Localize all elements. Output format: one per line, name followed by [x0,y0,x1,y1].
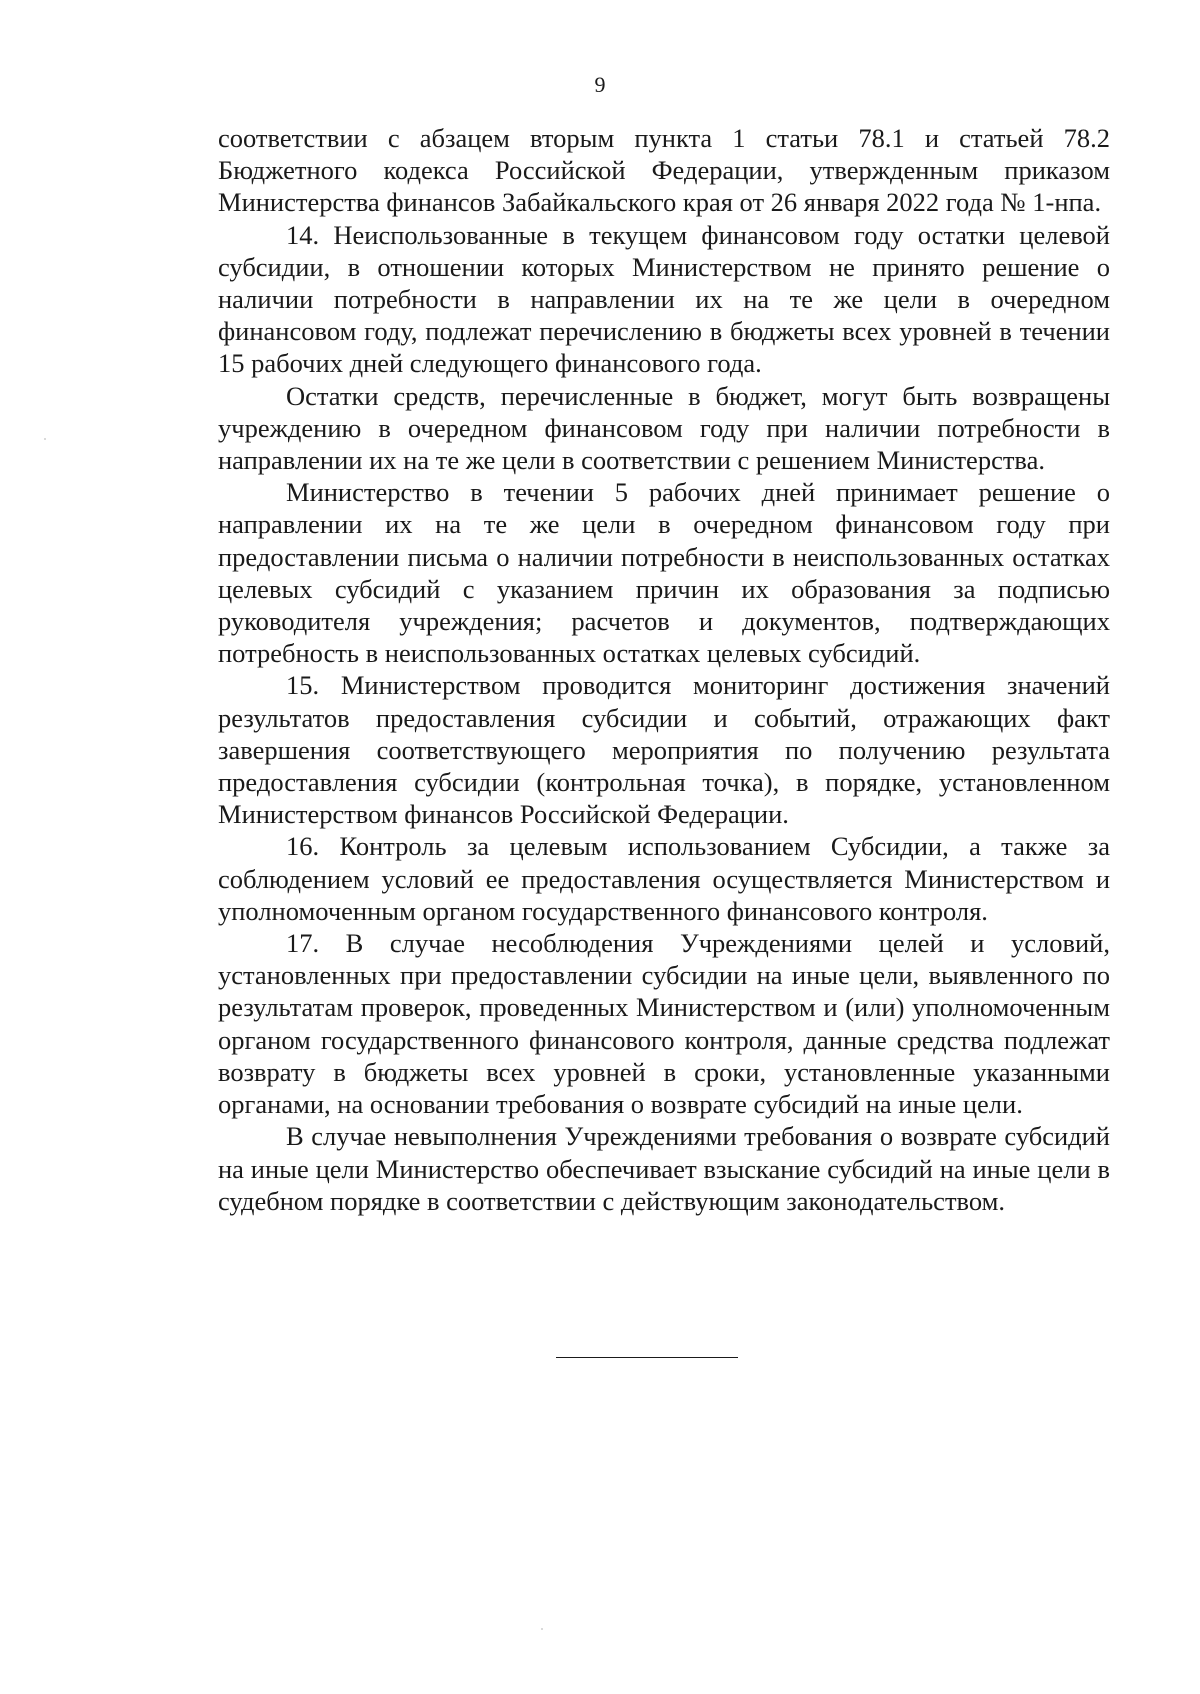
paragraph-item-17: 17. В случае несоблюдения Учреждениями целей и условий, установленных при предоставлении субсидии на иные цели, выявленного по результатам проверок, проведенных Министерством и (или) уполномоченным органом государственного финансового контроля, данные средства подлежат возврату в бюджеты всех уровней в сроки, установленные указанными органами, на основании требования о возврате субсидий на иные цели. [218,928,1110,1120]
paragraph-item-16: 16. Контроль за целевым использованием Субсидии, а также за соблюдением условий ее предоставления осуществляется Министерством и уполномоченным органом государственного финансового контроля. [218,831,1110,926]
page-number: 9 [594,72,606,97]
paragraph-ministry-decision: Министерство в течении 5 рабочих дней принимает решение о направлении их на те же цели в очередном финансовом году при предоставлении письма о наличии потребности в неиспользованных остатках целевых субсидий с указанием причин их образования за подписью руководителя учреждения; расчетов и документов, подтверждающих потребность в неиспользованных остатках целевых субсидий. [218,477,1110,669]
end-of-text-rule [556,1357,738,1358]
paragraph-continuation: соответствии с абзацем вторым пункта 1 статьи 78.1 и статьей 78.2 Бюджетного кодекса Российской Федерации, утвержденным приказом Министерства финансов Забайкальского края от 26 января 2022 года № 1-нпа. [218,123,1110,218]
scan-speck [541,1628,543,1630]
scan-speck [44,438,46,440]
paragraph-item-15: 15. Министерством проводится мониторинг достижения значений результатов предоставления субсидии и событий, отражающих факт завершения соответствующего мероприятия по получению результата предоставления субсидии (контрольная точка), в порядке, установленном Министерством финансов Российской Федерации. [218,670,1110,830]
paragraph-remaining-funds: Остатки средств, перечисленные в бюджет, могут быть возвращены учреждению в очередном финансовом году при наличии потребности в направлении их на те же цели в соответствии с решением Министерства. [218,380,1110,476]
document-body [218,122,1110,1217]
paragraph-item-14: 14. Неиспользованные в текущем финансовом году остатки целевой субсидии, в отношении которых Министерством не принято решение о наличии потребности в направлении их на те же цели в очередном финансовом году, подлежат перечислению в бюджеты всех уровней в течении 15 рабочих дней следующего финансового года. [218,219,1110,379]
paragraph-recovery: В случае невыполнения Учреждениями требования о возврате субсидий на иные цели Министерство обеспечивает взыскание субсидий на иные цели в судебном порядке в соответствии с действующим законодательством. [218,1121,1110,1216]
